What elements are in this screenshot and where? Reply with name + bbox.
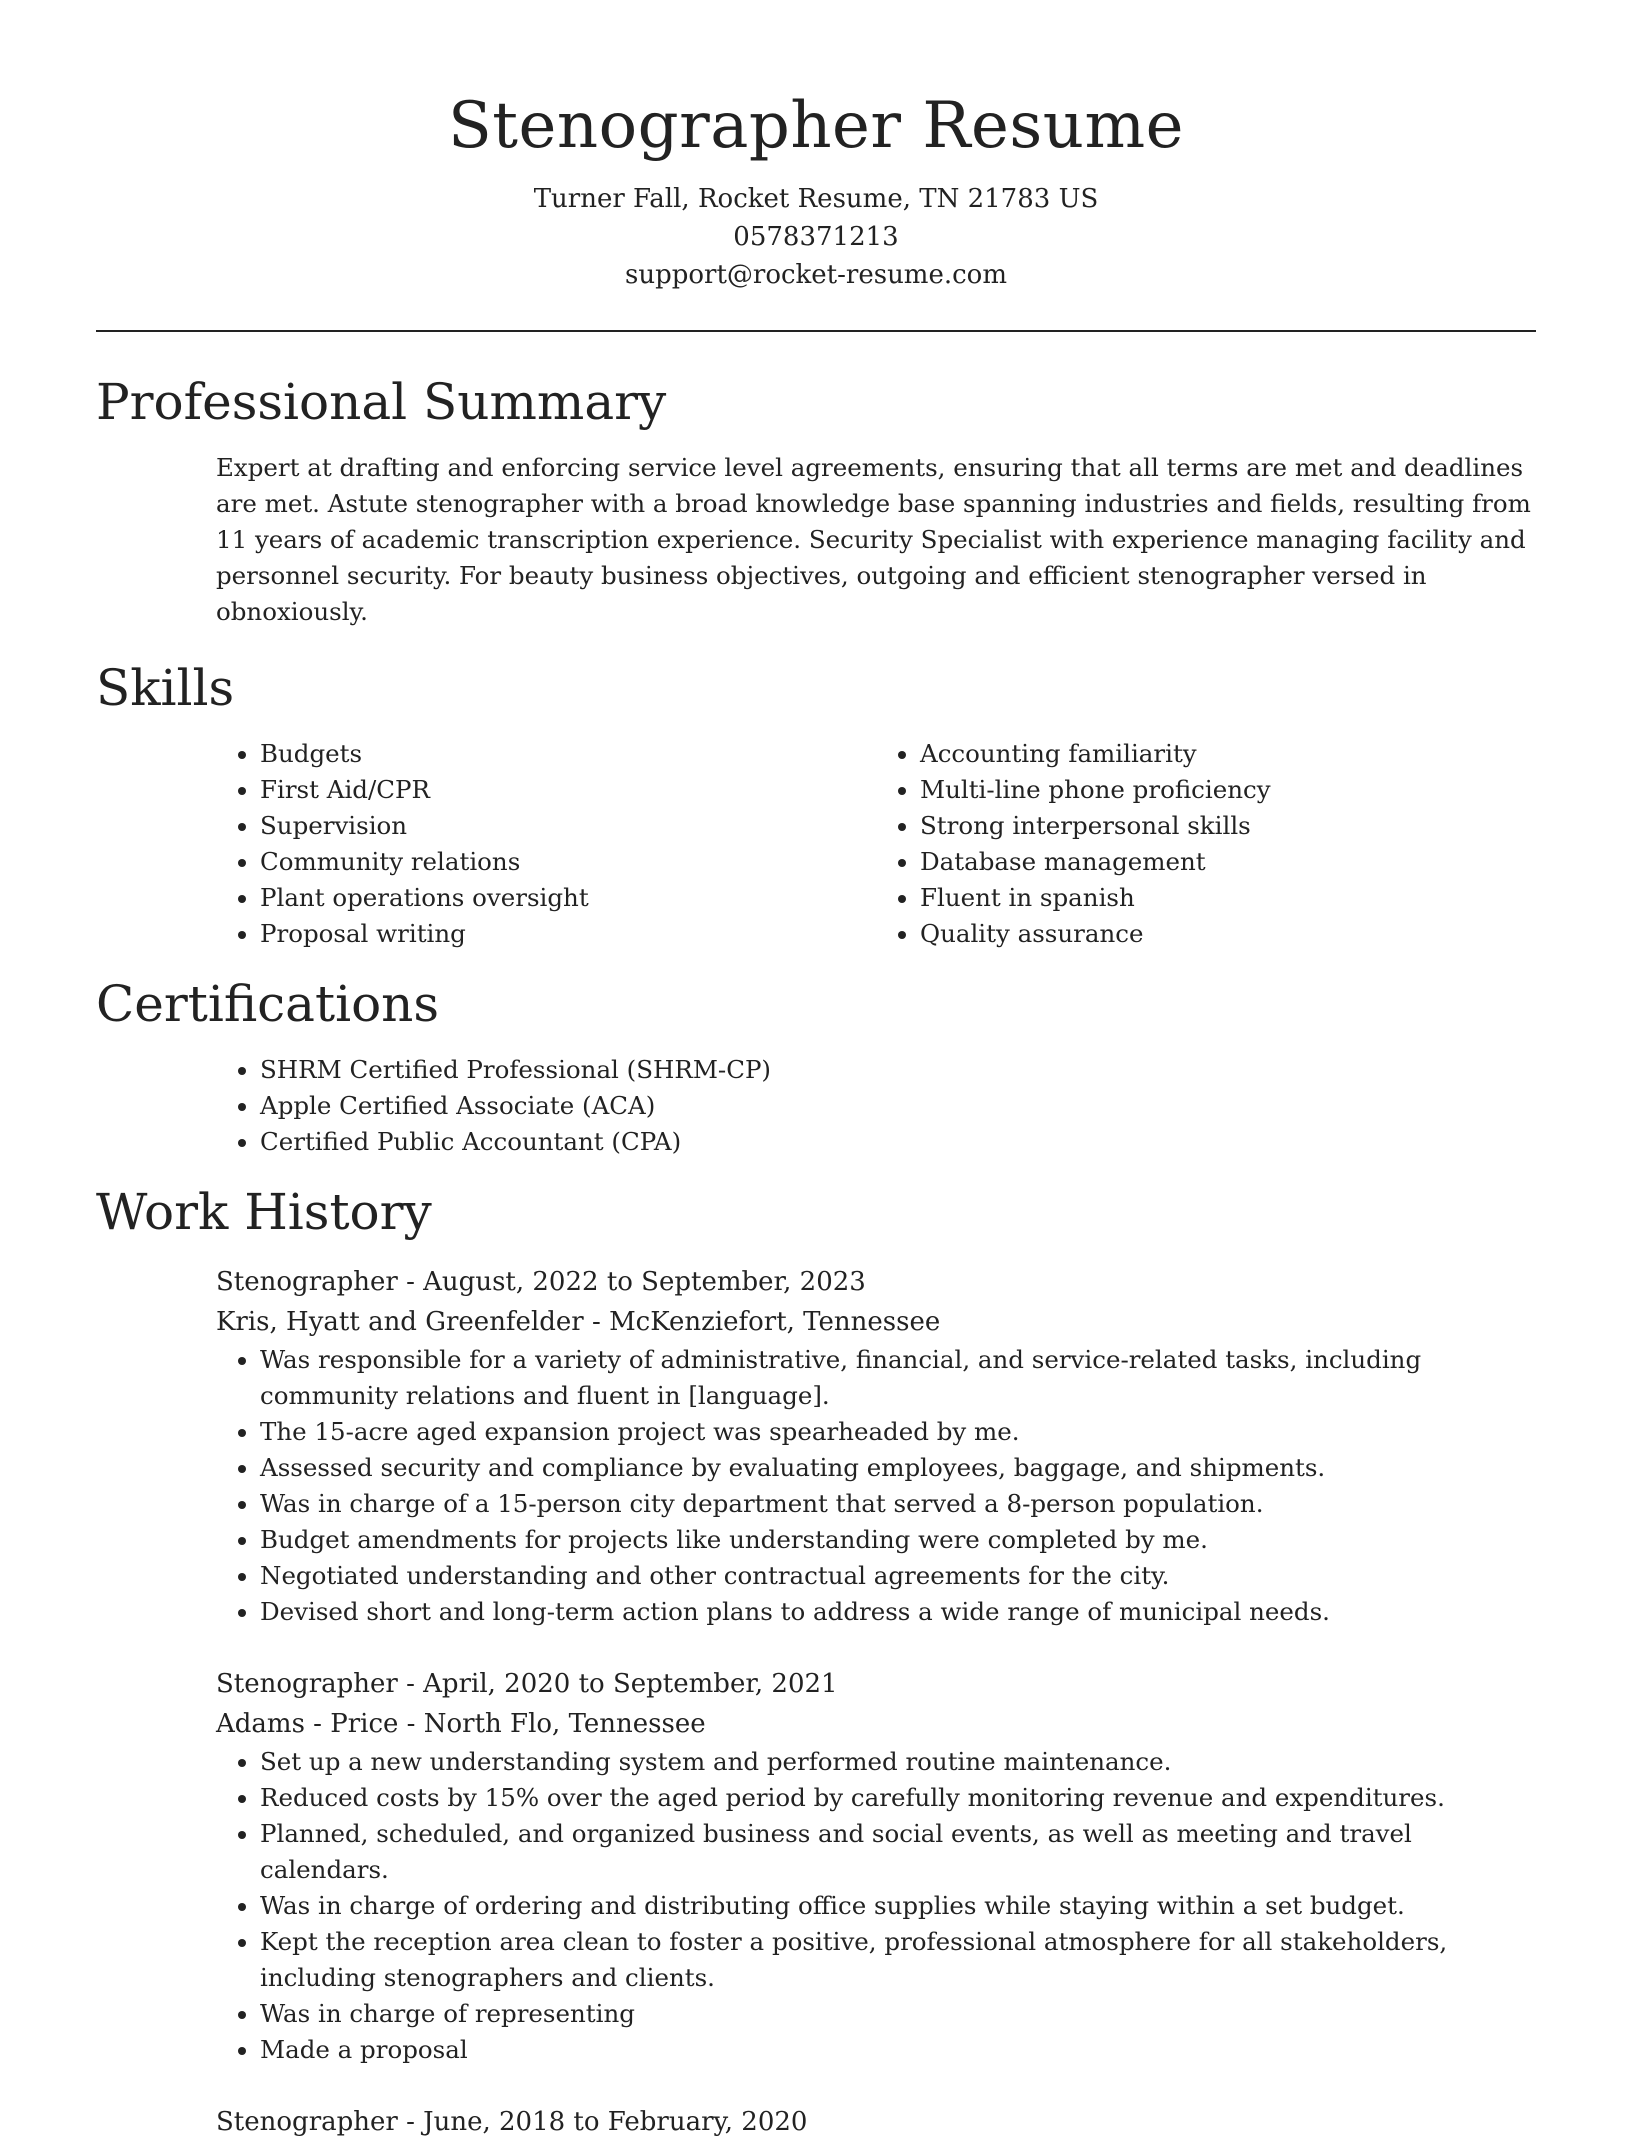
- skill-item: • Quality assurance: [920, 916, 1536, 952]
- job-duty-item: • Kept the reception area clean to foster a positive, professional atmosphere for all stakeholders, including stenographers and clients.: [260, 1924, 1536, 1996]
- job-role: Stenographer: [216, 2107, 398, 2137]
- certifications-section: [0, 974, 1632, 1160]
- job-dates: August, 2022 to September, 2023: [423, 1267, 866, 1297]
- skill-item: • Database management: [920, 844, 1536, 880]
- job-duty-item: • Assessed security and compliance by evaluating employees, baggage, and shipments.: [260, 1450, 1536, 1486]
- job-duty-item: • Reduced costs by 15% over the aged period by carefully monitoring revenue and expenditures.: [260, 1780, 1536, 1816]
- skill-item: • Budgets: [260, 736, 876, 772]
- contact-email: support@rocket-resume.com: [624, 260, 1007, 290]
- job-company-line: Adams - Price - North Flo, Tennessee: [216, 1709, 706, 1739]
- job-duty-item: • Was in charge of a 15-person city department that served a 8-person population.: [260, 1486, 1536, 1522]
- job-dates: April, 2020 to September, 2021: [423, 1669, 838, 1699]
- skills-column-right: [876, 736, 1536, 952]
- job-entry: [216, 2102, 1536, 2142]
- skill-item: • Community relations: [260, 844, 876, 880]
- job-duty-item: • Was in charge of representing: [260, 1996, 1536, 2032]
- job-duties-list: [216, 1744, 1536, 2068]
- job-dates: June, 2018 to February, 2020: [423, 2107, 808, 2137]
- job-duty-item: • Set up a new understanding system and performed routine maintenance.: [260, 1744, 1536, 1780]
- skill-item: • Supervision: [260, 808, 876, 844]
- certifications-list-wrap: [216, 1052, 1536, 1160]
- job-role: Stenographer: [216, 1669, 398, 1699]
- skills-column-left: [216, 736, 876, 952]
- work-history-section: [0, 1182, 1632, 2142]
- job-title-line: Stenographer - August, 2022 to September, 2023: [216, 1267, 866, 1297]
- summary-text: Expert at drafting and enforcing service level agreements, ensuring that all terms are met and deadlines are met. Astute stenographer with a broad knowledge base spanning industries and fields, resulting from 11 years of academic transcription experience. Security Specialist with experience managing facility and personnel security. For beauty business objectives, outgoing and efficient stenographer versed in obnoxiously.: [216, 453, 1531, 626]
- certification-item: • Certified Public Accountant (CPA): [260, 1124, 1536, 1160]
- job-duty-item: • Was in charge of ordering and distributing office supplies while staying within a set budget.: [260, 1888, 1536, 1924]
- skills-grid: [216, 736, 1536, 952]
- certifications-heading: Certifications: [96, 975, 440, 1033]
- job-duty-item: • Planned, scheduled, and organized business and social events, as well as meeting and travel calendars.: [260, 1816, 1536, 1888]
- job-duty-item: • Was responsible for a variety of administrative, financial, and service-related tasks, including community relations and fluent in [language].: [260, 1342, 1536, 1414]
- certifications-list: [216, 1052, 1536, 1160]
- job-duty-item: • Budget amendments for projects like understanding were completed by me.: [260, 1522, 1536, 1558]
- job-company: Kris, Hyatt and Greenfelder: [216, 1307, 584, 1337]
- contact-info: [0, 180, 1632, 294]
- skill-item: • Accounting familiarity: [920, 736, 1536, 772]
- skill-item: • Strong interpersonal skills: [920, 808, 1536, 844]
- job-company: Adams - Price: [216, 1709, 399, 1739]
- skill-item: • Proposal writing: [260, 916, 876, 952]
- job-title-line: Stenographer - June, 2018 to February, 2020: [216, 2107, 808, 2137]
- job-duty-item: • The 15-acre aged expansion project was spearheaded by me.: [260, 1414, 1536, 1450]
- job-duty-item: • Devised short and long-term action plans to address a wide range of municipal needs.: [260, 1594, 1536, 1630]
- skill-item: • Fluent in spanish: [920, 880, 1536, 916]
- summary-heading: Professional Summary: [96, 373, 667, 431]
- skill-item: • First Aid/CPR: [260, 772, 876, 808]
- job-location: McKenziefort, Tennessee: [609, 1307, 941, 1337]
- job-duty-item: • Negotiated understanding and other contractual agreements for the city.: [260, 1558, 1536, 1594]
- job-duties-list: [216, 1342, 1536, 1630]
- job-entry: [216, 1664, 1536, 2068]
- contact-phone: 0578371213: [733, 222, 899, 252]
- resume-header: [0, 0, 1632, 294]
- skills-section: [0, 658, 1632, 952]
- certification-item: • Apple Certified Associate (ACA): [260, 1088, 1536, 1124]
- job-role: Stenographer: [216, 1267, 398, 1297]
- certification-item: • SHRM Certified Professional (SHRM-CP): [260, 1052, 1536, 1088]
- summary-section: [0, 372, 1632, 630]
- document-title: Stenographer Resume: [447, 89, 1185, 163]
- contact-address: Turner Fall, Rocket Resume, TN 21783 US: [533, 184, 1099, 214]
- header-divider: [96, 330, 1536, 332]
- work-history-heading: Work History: [96, 1183, 432, 1241]
- skill-item: • Multi-line phone proficiency: [920, 772, 1536, 808]
- job-title-line: Stenographer - April, 2020 to September, 2021: [216, 1669, 838, 1699]
- job-duty-item: • Made a proposal: [260, 2032, 1536, 2068]
- job-company-line: Kris, Hyatt and Greenfelder - McKenziefort, Tennessee: [216, 1307, 941, 1337]
- skills-heading: Skills: [96, 659, 235, 717]
- job-entry: [216, 1262, 1536, 1630]
- skill-item: • Plant operations oversight: [260, 880, 876, 916]
- job-location: North Flo, Tennessee: [423, 1709, 706, 1739]
